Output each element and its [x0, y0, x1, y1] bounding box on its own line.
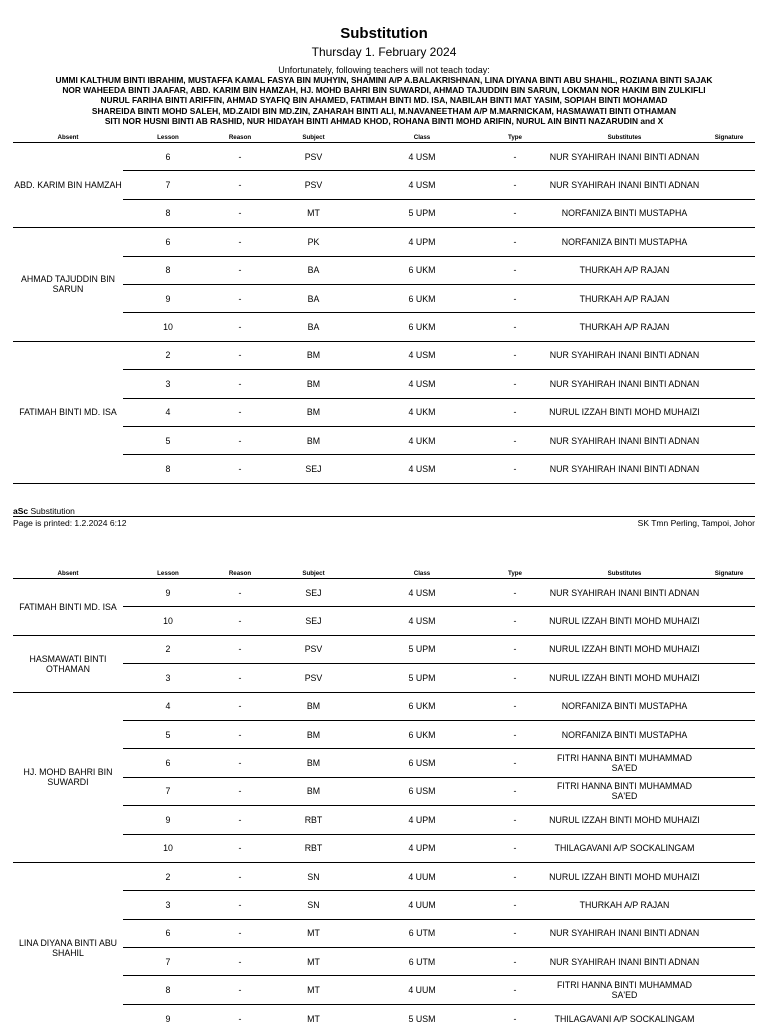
reason-cell: -: [213, 256, 267, 284]
subject-cell: MT: [267, 919, 360, 947]
reason-cell: -: [213, 426, 267, 454]
table-row: [13, 370, 755, 398]
table-row: [13, 862, 755, 890]
substitute-cell: NUR SYAHIRAH INANI BINTI ADNAN: [546, 948, 703, 976]
lesson-cell: 2: [123, 635, 213, 663]
column-header: Class: [360, 133, 484, 143]
column-header: Absent: [13, 569, 123, 579]
substitute-cell: NUR SYAHIRAH INANI BINTI ADNAN: [546, 341, 703, 369]
class-cell: 4 USM: [360, 143, 484, 171]
reason-cell: -: [213, 720, 267, 748]
signature-cell[interactable]: [703, 398, 755, 426]
class-cell: 4 UPM: [360, 834, 484, 862]
subject-cell: RBT: [267, 806, 360, 834]
footer-product: Substitution: [28, 506, 75, 516]
subject-cell: BA: [267, 313, 360, 341]
substitution-table-page2: [13, 569, 755, 1024]
class-cell: 4 UUM: [360, 862, 484, 890]
type-cell: -: [484, 579, 546, 607]
subject-cell: SN: [267, 862, 360, 890]
signature-cell[interactable]: [703, 862, 755, 890]
subject-cell: BM: [267, 720, 360, 748]
signature-cell[interactable]: [703, 834, 755, 862]
subject-cell: BM: [267, 749, 360, 777]
class-cell: 5 UPM: [360, 635, 484, 663]
absent-teachers-list: [20, 75, 748, 126]
type-cell: -: [484, 313, 546, 341]
class-cell: 4 UKM: [360, 426, 484, 454]
subject-cell: SN: [267, 891, 360, 919]
substitute-cell: THILAGAVANI A/P SOCKALINGAM: [546, 834, 703, 862]
lesson-cell: 2: [123, 341, 213, 369]
table-row: [13, 692, 755, 720]
class-cell: 5 USM: [360, 1004, 484, 1024]
reason-cell: -: [213, 862, 267, 890]
class-cell: 6 UKM: [360, 720, 484, 748]
type-cell: -: [484, 806, 546, 834]
substitute-cell: NUR SYAHIRAH INANI BINTI ADNAN: [546, 426, 703, 454]
lesson-cell: 4: [123, 692, 213, 720]
type-cell: -: [484, 171, 546, 199]
column-header: Absent: [13, 133, 123, 143]
report-title: Substitution: [340, 25, 428, 42]
class-cell: 4 UKM: [360, 398, 484, 426]
lesson-cell: 6: [123, 228, 213, 256]
column-header: Substitutes: [546, 133, 703, 143]
table-row: [13, 398, 755, 426]
lesson-cell: 8: [123, 455, 213, 483]
reason-cell: -: [213, 976, 267, 1004]
lesson-cell: 10: [123, 313, 213, 341]
signature-cell[interactable]: [703, 692, 755, 720]
signature-cell[interactable]: [703, 806, 755, 834]
reason-cell: -: [213, 455, 267, 483]
signature-cell[interactable]: [703, 313, 755, 341]
type-cell: -: [484, 976, 546, 1004]
reason-cell: -: [213, 398, 267, 426]
absent-teacher-cell: ABD. KARIM BIN HAMZAH: [13, 143, 123, 228]
class-cell: 5 UPM: [360, 199, 484, 227]
class-cell: 6 UKM: [360, 692, 484, 720]
table-row: [13, 749, 755, 777]
subject-cell: BM: [267, 692, 360, 720]
subject-cell: PK: [267, 228, 360, 256]
type-cell: -: [484, 692, 546, 720]
reason-cell: -: [213, 199, 267, 227]
report-date: Thursday 1. February 2024: [311, 45, 457, 59]
reason-cell: -: [213, 919, 267, 947]
class-cell: 4 USM: [360, 455, 484, 483]
class-cell: 6 UTM: [360, 948, 484, 976]
lesson-cell: 3: [123, 664, 213, 692]
lesson-cell: 7: [123, 948, 213, 976]
table-row: [13, 891, 755, 919]
column-header: Lesson: [123, 569, 213, 579]
type-cell: -: [484, 862, 546, 890]
lesson-cell: 6: [123, 919, 213, 947]
table-row: [13, 720, 755, 748]
subject-cell: MT: [267, 948, 360, 976]
reason-cell: -: [213, 228, 267, 256]
class-cell: 6 USM: [360, 777, 484, 805]
footer-brand: [13, 506, 755, 517]
class-cell: 6 UKM: [360, 284, 484, 312]
type-cell: -: [484, 664, 546, 692]
subject-cell: BA: [267, 256, 360, 284]
signature-cell[interactable]: [703, 919, 755, 947]
reason-cell: -: [213, 579, 267, 607]
subject-cell: SEJ: [267, 607, 360, 635]
column-header: Lesson: [123, 133, 213, 143]
signature-cell[interactable]: [703, 948, 755, 976]
table-row: [13, 948, 755, 976]
reason-cell: -: [213, 341, 267, 369]
signature-cell[interactable]: [703, 891, 755, 919]
table-row: [13, 607, 755, 635]
reason-cell: -: [213, 948, 267, 976]
footer-school: SK Tmn Perling, Tampoi, Johor: [637, 518, 755, 528]
signature-cell[interactable]: [703, 171, 755, 199]
table-row: [13, 919, 755, 947]
signature-cell[interactable]: [703, 1004, 755, 1024]
substitute-cell: NUR SYAHIRAH INANI BINTI ADNAN: [546, 143, 703, 171]
signature-cell[interactable]: [703, 635, 755, 663]
signature-cell[interactable]: [703, 370, 755, 398]
signature-cell[interactable]: [703, 228, 755, 256]
lesson-cell: 7: [123, 777, 213, 805]
table-row: [13, 664, 755, 692]
lesson-cell: 7: [123, 171, 213, 199]
signature-cell[interactable]: [703, 341, 755, 369]
lesson-cell: 3: [123, 891, 213, 919]
signature-cell[interactable]: [703, 426, 755, 454]
subject-cell: MT: [267, 1004, 360, 1024]
substitute-cell: NORFANIZA BINTI MUSTAPHA: [546, 199, 703, 227]
lesson-cell: 8: [123, 976, 213, 1004]
signature-cell[interactable]: [703, 143, 755, 171]
absent-teacher-cell: LINA DIYANA BINTI ABU SHAHIL: [13, 862, 123, 1024]
table-row: [13, 579, 755, 607]
substitute-cell: THURKAH A/P RAJAN: [546, 891, 703, 919]
table-row: [13, 199, 755, 227]
lesson-cell: 3: [123, 370, 213, 398]
column-header: Subject: [267, 133, 360, 143]
subject-cell: BA: [267, 284, 360, 312]
substitute-cell: NURUL IZZAH BINTI MOHD MUHAIZI: [546, 607, 703, 635]
signature-cell[interactable]: [703, 720, 755, 748]
class-cell: 4 USM: [360, 579, 484, 607]
signature-cell[interactable]: [703, 664, 755, 692]
lesson-cell: 5: [123, 426, 213, 454]
table-row: [13, 341, 755, 369]
subject-cell: PSV: [267, 635, 360, 663]
footer-printed: Page is printed: 1.2.2024 6:12: [13, 518, 127, 528]
lesson-cell: 6: [123, 749, 213, 777]
type-cell: -: [484, 891, 546, 919]
reason-cell: -: [213, 607, 267, 635]
column-header: Signature: [703, 569, 755, 579]
substitute-cell: NUR SYAHIRAH INANI BINTI ADNAN: [546, 171, 703, 199]
lesson-cell: 10: [123, 607, 213, 635]
column-header: Reason: [213, 133, 267, 143]
lesson-cell: 9: [123, 579, 213, 607]
table-row: [13, 171, 755, 199]
type-cell: -: [484, 370, 546, 398]
reason-cell: -: [213, 313, 267, 341]
subject-cell: MT: [267, 199, 360, 227]
lesson-cell: 4: [123, 398, 213, 426]
table-row: [13, 455, 755, 483]
substitute-cell: THURKAH A/P RAJAN: [546, 256, 703, 284]
reason-cell: -: [213, 891, 267, 919]
table-row: [13, 976, 755, 1004]
absent-teacher-cell: FATIMAH BINTI MD. ISA: [13, 579, 123, 636]
table-row: [13, 426, 755, 454]
reason-cell: -: [213, 284, 267, 312]
lesson-cell: 2: [123, 862, 213, 890]
reason-cell: -: [213, 370, 267, 398]
type-cell: -: [484, 199, 546, 227]
class-cell: 6 UTM: [360, 919, 484, 947]
table-header-row: [13, 133, 755, 143]
column-header: Subject: [267, 569, 360, 579]
type-cell: -: [484, 919, 546, 947]
substitute-cell: NUR SYAHIRAH INANI BINTI ADNAN: [546, 579, 703, 607]
subject-cell: PSV: [267, 143, 360, 171]
reason-cell: -: [213, 664, 267, 692]
type-cell: -: [484, 341, 546, 369]
absent-line: UMMI KALTHUM BINTI IBRAHIM, MUSTAFFA KAMAL FASYA BIN MUHYIN, SHAMINI A/P A.BALAKRISHNAN, LINA DIYANA BINTI ABU SHAHIL, ROZIANA BINTI SAJAK: [55, 75, 713, 85]
table-row: [13, 143, 755, 171]
type-cell: -: [484, 720, 546, 748]
substitute-cell: NUR SYAHIRAH INANI BINTI ADNAN: [546, 455, 703, 483]
type-cell: -: [484, 284, 546, 312]
reason-cell: -: [213, 749, 267, 777]
class-cell: 4 USM: [360, 171, 484, 199]
subject-cell: BM: [267, 341, 360, 369]
subject-cell: SEJ: [267, 455, 360, 483]
class-cell: 4 USM: [360, 341, 484, 369]
lesson-cell: 5: [123, 720, 213, 748]
reason-cell: -: [213, 834, 267, 862]
substitute-cell: NURUL IZZAH BINTI MOHD MUHAIZI: [546, 664, 703, 692]
type-cell: -: [484, 256, 546, 284]
subject-cell: SEJ: [267, 579, 360, 607]
class-cell: 6 UKM: [360, 313, 484, 341]
type-cell: -: [484, 426, 546, 454]
signature-cell[interactable]: [703, 976, 755, 1004]
lesson-cell: 9: [123, 806, 213, 834]
class-cell: 4 USM: [360, 370, 484, 398]
absent-teacher-cell: HASMAWATI BINTI OTHAMAN: [13, 635, 123, 692]
lesson-cell: 10: [123, 834, 213, 862]
absent-line: NOR WAHEEDA BINTI JAAFAR, ABD. KARIM BIN HAMZAH, HJ. MOHD BAHRI BIN SUWARDI, AHMAD TAJUDDIN BIN SARUN, LOKMAN NOR HAKIM BIN ZULKIFLI: [62, 85, 706, 96]
type-cell: -: [484, 777, 546, 805]
column-header: Signature: [703, 133, 755, 143]
type-cell: -: [484, 398, 546, 426]
signature-cell[interactable]: [703, 579, 755, 607]
subject-cell: BM: [267, 398, 360, 426]
table-row: [13, 284, 755, 312]
reason-cell: -: [213, 143, 267, 171]
subject-cell: PSV: [267, 664, 360, 692]
footer-info: [13, 518, 755, 528]
substitute-cell: NORFANIZA BINTI MUSTAPHA: [546, 720, 703, 748]
absent-teacher-cell: HJ. MOHD BAHRI BIN SUWARDI: [13, 692, 123, 862]
table-row: [13, 635, 755, 663]
signature-cell[interactable]: [703, 777, 755, 805]
substitute-cell: THURKAH A/P RAJAN: [546, 313, 703, 341]
signature-cell[interactable]: [703, 199, 755, 227]
absent-intro: Unfortunately, following teachers will not teach today:: [278, 65, 490, 75]
type-cell: -: [484, 1004, 546, 1024]
type-cell: -: [484, 635, 546, 663]
class-cell: 4 USM: [360, 607, 484, 635]
footer-brand-name: aSc: [13, 506, 29, 516]
substitute-cell: NORFANIZA BINTI MUSTAPHA: [546, 228, 703, 256]
substitute-cell: NURUL IZZAH BINTI MOHD MUHAIZI: [546, 398, 703, 426]
substitute-cell: FITRI HANNA BINTI MUHAMMAD SA'ED: [546, 976, 703, 1004]
signature-cell[interactable]: [703, 284, 755, 312]
table-header-row: [13, 569, 755, 579]
lesson-cell: 6: [123, 143, 213, 171]
class-cell: 6 UKM: [360, 256, 484, 284]
type-cell: -: [484, 607, 546, 635]
column-header: Reason: [213, 569, 267, 579]
column-header: Type: [484, 569, 546, 579]
table-row: [13, 313, 755, 341]
absent-teacher-cell: FATIMAH BINTI MD. ISA: [13, 341, 123, 483]
class-cell: 4 UUM: [360, 976, 484, 1004]
type-cell: -: [484, 228, 546, 256]
absent-teacher-cell: AHMAD TAJUDDIN BIN SARUN: [13, 228, 123, 342]
lesson-cell: 8: [123, 256, 213, 284]
substitute-cell: NURUL IZZAH BINTI MOHD MUHAIZI: [546, 806, 703, 834]
subject-cell: PSV: [267, 171, 360, 199]
substitute-cell: NORFANIZA BINTI MUSTAPHA: [546, 692, 703, 720]
class-cell: 5 UPM: [360, 664, 484, 692]
signature-cell[interactable]: [703, 749, 755, 777]
substitute-cell: FITRI HANNA BINTI MUHAMMAD SA'ED: [546, 749, 703, 777]
subject-cell: MT: [267, 976, 360, 1004]
reason-cell: -: [213, 806, 267, 834]
substitute-cell: NUR SYAHIRAH INANI BINTI ADNAN: [546, 370, 703, 398]
absent-line: SITI NOR HUSNI BINTI AB RASHID, NUR HIDAYAH BINTI AHMAD KHOD, ROHANA BINTI MOHD ARIFIN, NURUL AIN BINTI NAZARUDIN and X: [104, 115, 664, 126]
reason-cell: -: [213, 1004, 267, 1024]
type-cell: -: [484, 749, 546, 777]
substitute-cell: NURUL IZZAH BINTI MOHD MUHAIZI: [546, 635, 703, 663]
column-header: Substitutes: [546, 569, 703, 579]
substitute-cell: NURUL IZZAH BINTI MOHD MUHAIZI: [546, 862, 703, 890]
substitute-cell: THURKAH A/P RAJAN: [546, 284, 703, 312]
column-header: Type: [484, 133, 546, 143]
signature-cell[interactable]: [703, 256, 755, 284]
subject-cell: BM: [267, 426, 360, 454]
lesson-cell: 8: [123, 199, 213, 227]
absent-line: SHAREIDA BINTI MOHD SALEH, MD.ZAIDI BIN MD.ZIN, ZAHARAH BINTI ALI, M.NAVANEETHAM A/P M.MARNICKAM, HASMAWATI BINTI OTHAMAN: [91, 105, 677, 116]
signature-cell[interactable]: [703, 455, 755, 483]
type-cell: -: [484, 948, 546, 976]
column-header: Class: [360, 569, 484, 579]
class-cell: 6 USM: [360, 749, 484, 777]
class-cell: 4 UPM: [360, 228, 484, 256]
type-cell: -: [484, 834, 546, 862]
substitution-table-page1: [13, 133, 755, 484]
type-cell: -: [484, 455, 546, 483]
lesson-cell: 9: [123, 1004, 213, 1024]
reason-cell: -: [213, 171, 267, 199]
table-row: [13, 228, 755, 256]
lesson-cell: 9: [123, 284, 213, 312]
table-row: [13, 834, 755, 862]
subject-cell: BM: [267, 370, 360, 398]
reason-cell: -: [213, 777, 267, 805]
substitute-cell: FITRI HANNA BINTI MUHAMMAD SA'ED: [546, 777, 703, 805]
reason-cell: -: [213, 692, 267, 720]
table-row: [13, 1004, 755, 1024]
table-row: [13, 256, 755, 284]
subject-cell: RBT: [267, 834, 360, 862]
table-row: [13, 806, 755, 834]
absent-line: NURUL FARIHA BINTI ARIFFIN, AHMAD SYAFIQ BIN AHAMED, FATIMAH BINTI MD. ISA, NABILAH BINTI MAT YASIM, SOPIAH BINTI MOHAMAD: [100, 95, 668, 106]
type-cell: -: [484, 143, 546, 171]
substitute-cell: NUR SYAHIRAH INANI BINTI ADNAN: [546, 919, 703, 947]
subject-cell: BM: [267, 777, 360, 805]
table-row: [13, 777, 755, 805]
substitute-cell: THILAGAVANI A/P SOCKALINGAM: [546, 1004, 703, 1024]
class-cell: 4 UPM: [360, 806, 484, 834]
signature-cell[interactable]: [703, 607, 755, 635]
reason-cell: -: [213, 635, 267, 663]
class-cell: 4 UUM: [360, 891, 484, 919]
